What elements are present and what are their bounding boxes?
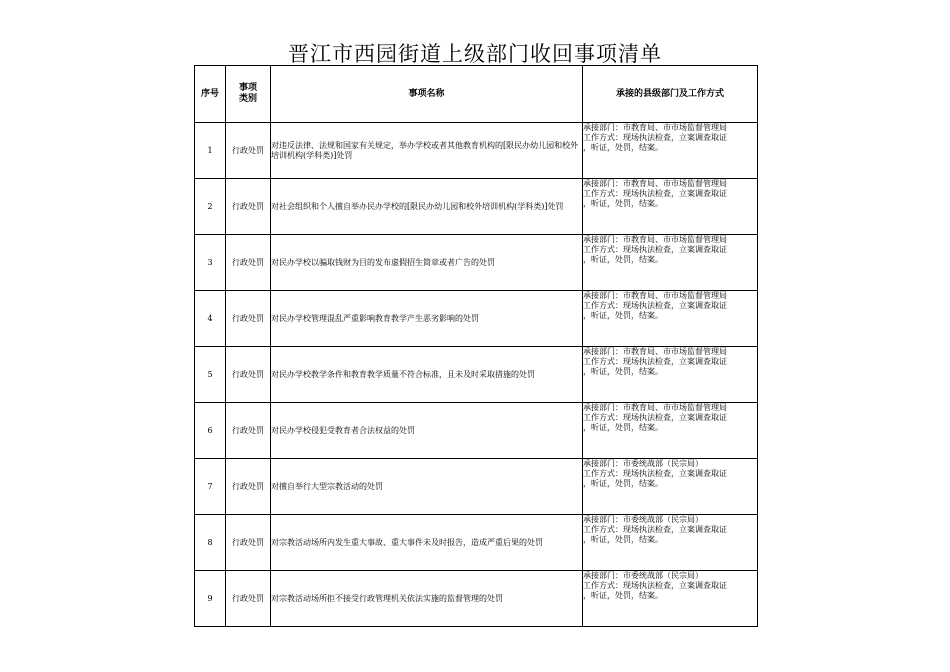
row-department <box>583 123 758 179</box>
row-number: 2 <box>195 179 226 235</box>
row-department <box>583 459 758 515</box>
department-line-1: 承接部门：市教育局、市市场监督管理局 <box>583 235 727 244</box>
row-item-name: 对民办学校侵犯受教育者合法权益的处罚 <box>271 403 583 459</box>
table-row <box>195 515 758 571</box>
table-row <box>195 123 758 179</box>
department-line-1: 承接部门：市教育局、市市场监督管理局 <box>583 179 727 188</box>
table-row <box>195 403 758 459</box>
department-line-1: 承接部门：市委统战部（民宗局） <box>583 459 703 468</box>
department-line-1: 承接部门：市教育局、市市场监督管理局 <box>583 123 727 132</box>
row-department <box>583 403 758 459</box>
department-line-2: 工作方式：现场执法检查，立案调查取证 <box>583 413 727 422</box>
header-category-text: 事项类别 <box>238 83 257 104</box>
row-number: 8 <box>195 515 226 571</box>
department-line-2: 工作方式：现场执法检查，立案调查取证 <box>583 301 727 310</box>
table-row <box>195 291 758 347</box>
department-line-3: ，听证，处罚，结案。 <box>583 423 663 432</box>
department-line-3: ，听证，处罚，结案。 <box>583 591 663 600</box>
row-number: 3 <box>195 235 226 291</box>
row-number: 4 <box>195 291 226 347</box>
table-row <box>195 571 758 627</box>
row-item-name: 对民办学校以骗取钱财为目的发布虚假招生简章或者广告的处罚 <box>271 235 583 291</box>
department-line-2: 工作方式：现场执法检查，立案调查取证 <box>583 581 727 590</box>
department-line-2: 工作方式：现场执法检查，立案调查取证 <box>583 245 727 254</box>
row-number: 1 <box>195 123 226 179</box>
header-category <box>226 66 271 123</box>
department-line-3: ，听证，处罚，结案。 <box>583 199 663 208</box>
row-item-name: 对民办学校教学条件和教育教学质量不符合标准，且未及时采取措施的处罚 <box>271 347 583 403</box>
department-line-2: 工作方式：现场执法检查，立案调查取证 <box>583 357 727 366</box>
header-department: 承接的县级部门及工作方式 <box>583 66 758 123</box>
row-item-name: 对擅自举行大型宗教活动的处罚 <box>271 459 583 515</box>
row-item-name: 对民办学校管理混乱严重影响教育教学产生恶劣影响的处罚 <box>271 291 583 347</box>
row-category: 行政处罚 <box>226 235 271 291</box>
table-row <box>195 179 758 235</box>
row-department <box>583 347 758 403</box>
row-item-name: 对违反法律、法规和国家有关规定，举办学校或者其他教育机构的[限民办幼儿园和校外培训机构(学科类)]处罚 <box>271 123 583 179</box>
row-category: 行政处罚 <box>226 515 271 571</box>
row-item-name: 对社会组织和个人擅自举办民办学校的[限民办幼儿园和校外培训机构(学科类)]处罚 <box>271 179 583 235</box>
row-category: 行政处罚 <box>226 347 271 403</box>
department-line-2: 工作方式：现场执法检查，立案调查取证 <box>583 189 727 198</box>
row-department <box>583 179 758 235</box>
department-line-2: 工作方式：现场执法检查，立案调查取证 <box>583 525 727 534</box>
department-line-3: ，听证，处罚，结案。 <box>583 367 663 376</box>
row-number: 6 <box>195 403 226 459</box>
department-line-2: 工作方式：现场执法检查，立案调查取证 <box>583 133 727 142</box>
department-line-2: 工作方式：现场执法检查，立案调查取证 <box>583 469 727 478</box>
department-line-1: 承接部门：市教育局、市市场监督管理局 <box>583 347 727 356</box>
row-department <box>583 515 758 571</box>
department-line-1: 承接部门：市教育局、市市场监督管理局 <box>583 291 727 300</box>
row-item-name: 对宗教活动场所拒不接受行政管理机关依法实施的监督管理的处罚 <box>271 571 583 627</box>
row-category: 行政处罚 <box>226 459 271 515</box>
table-row <box>195 459 758 515</box>
department-line-1: 承接部门：市委统战部（民宗局） <box>583 571 703 580</box>
page-title: 晋江市西园街道上级部门收回事项清单 <box>288 42 662 66</box>
row-department <box>583 571 758 627</box>
row-category: 行政处罚 <box>226 291 271 347</box>
department-line-3: ，听证，处罚，结案。 <box>583 143 663 152</box>
row-item-name: 对宗教活动场所内发生重大事故、重大事件未及时报告，造成严重后果的处罚 <box>271 515 583 571</box>
department-line-3: ，听证，处罚，结案。 <box>583 311 663 320</box>
header-number: 序号 <box>195 66 226 123</box>
department-line-1: 承接部门：市教育局、市市场监督管理局 <box>583 403 727 412</box>
row-number: 5 <box>195 347 226 403</box>
department-line-3: ，听证，处罚，结案。 <box>583 535 663 544</box>
row-number: 9 <box>195 571 226 627</box>
department-line-3: ，听证，处罚，结案。 <box>583 255 663 264</box>
department-line-1: 承接部门：市委统战部（民宗局） <box>583 515 703 524</box>
department-line-3: ，听证，处罚，结案。 <box>583 479 663 488</box>
header-item-name: 事项名称 <box>271 66 583 123</box>
row-category: 行政处罚 <box>226 403 271 459</box>
table-row <box>195 235 758 291</box>
items-table <box>194 65 758 627</box>
row-category: 行政处罚 <box>226 571 271 627</box>
row-department <box>583 235 758 291</box>
table-header-row <box>195 66 758 123</box>
row-category: 行政处罚 <box>226 179 271 235</box>
row-number: 7 <box>195 459 226 515</box>
table-row <box>195 347 758 403</box>
row-category: 行政处罚 <box>226 123 271 179</box>
row-department <box>583 291 758 347</box>
